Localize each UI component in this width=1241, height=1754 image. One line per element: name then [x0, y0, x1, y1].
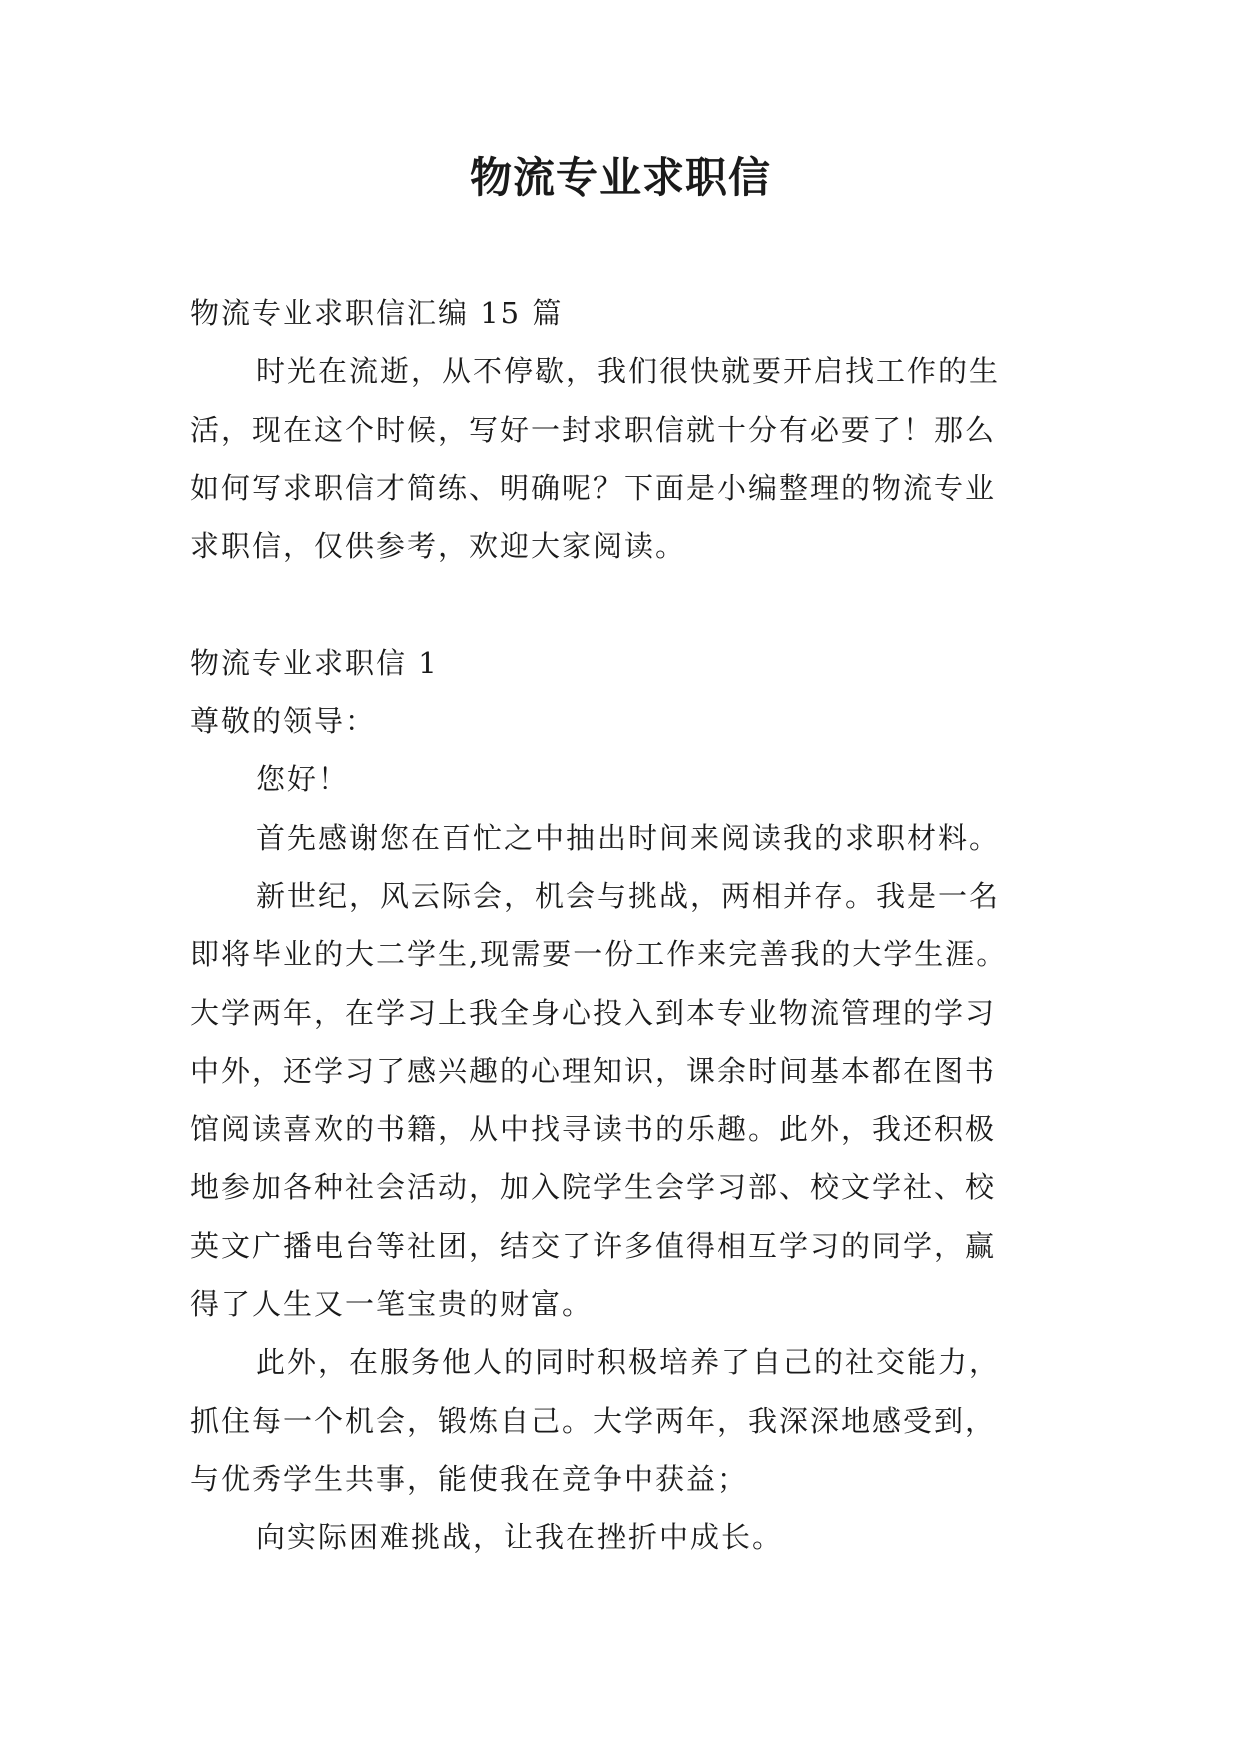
paragraph-line: 大学两年，在学习上我全身心投入到本专业物流管理的学习 — [190, 995, 997, 1030]
letter-heading: 物流专业求职信 1 — [190, 645, 439, 680]
paragraph-line: 向实际困难挑战，让我在挫折中成长。 — [256, 1520, 784, 1555]
paragraph-line: 新世纪，风云际会，机会与挑战，两相并存。我是一名 — [256, 878, 1001, 913]
salutation: 尊敬的领导： — [190, 704, 377, 739]
paragraph-line: 得了人生又一笔宝贵的财富。 — [190, 1287, 594, 1322]
intro-line: 活，现在这个时候，写好一封求职信就十分有必要了！那么 — [190, 412, 997, 447]
paragraph-line: 即将毕业的大二学生,现需要一份工作来完善我的大学生涯。 — [190, 937, 1008, 972]
paragraph-line: 馆阅读喜欢的书籍，从中找寻读书的乐趣。此外，我还积极 — [190, 1112, 997, 1147]
document-subtitle: 物流专业求职信汇编 15 篇 — [190, 296, 564, 330]
thanks-line: 首先感谢您在百忙之中抽出时间来阅读我的求职材料。 — [256, 820, 1001, 855]
document-body — [190, 284, 1070, 1567]
greeting: 您好！ — [256, 762, 350, 797]
paragraph-line: 此外，在服务他人的同时积极培养了自己的社交能力， — [256, 1345, 1001, 1380]
paragraph-line: 中外，还学习了感兴趣的心理知识，课余时间基本都在图书 — [190, 1053, 997, 1088]
paragraph-line: 与优秀学生共事，能使我在竞争中获益； — [190, 1461, 749, 1496]
paragraph-line: 抓住每一个机会，锻炼自己。大学两年，我深深地感受到， — [190, 1403, 997, 1438]
intro-line: 如何写求职信才简练、明确呢？下面是小编整理的物流专业 — [190, 470, 997, 505]
blank-line — [190, 575, 1070, 633]
paragraph-line: 英文广播电台等社团，结交了许多值得相互学习的同学，赢 — [190, 1228, 997, 1263]
paragraph-line: 地参加各种社会活动，加入院学生会学习部、校文学社、校 — [190, 1170, 997, 1205]
document-title: 物流专业求职信 — [469, 153, 771, 202]
intro-line: 时光在流逝，从不停歇，我们很快就要开启找工作的生 — [256, 354, 1001, 389]
intro-line: 求职信，仅供参考，欢迎大家阅读。 — [190, 529, 687, 564]
